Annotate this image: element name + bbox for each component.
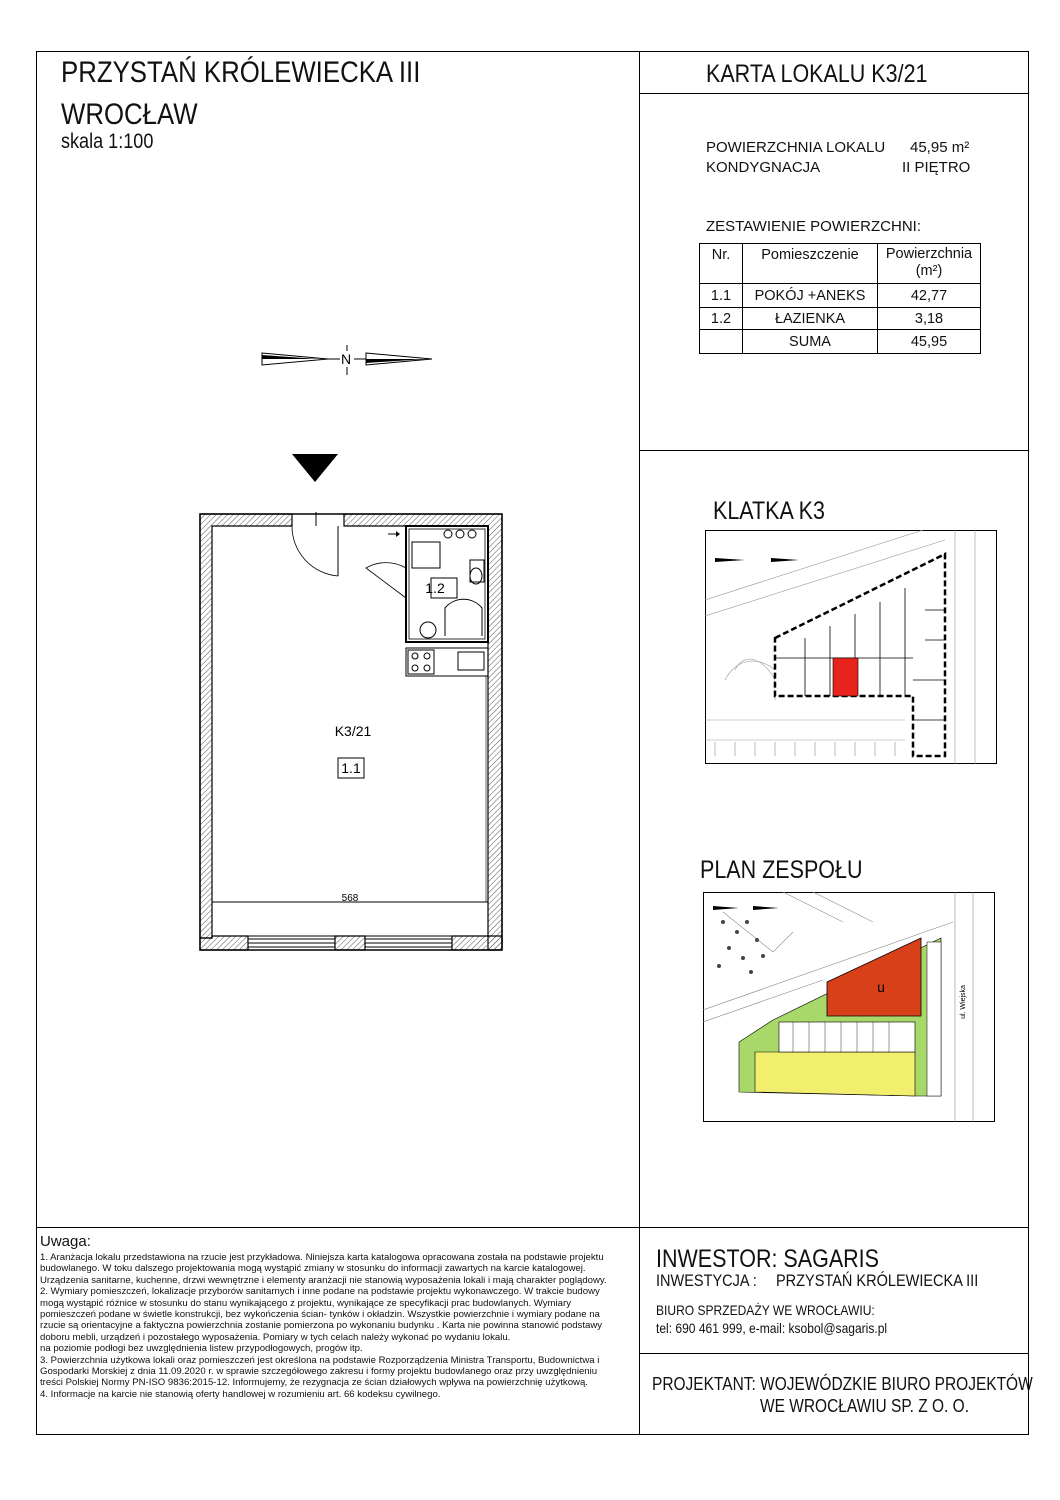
row-area: 42,77 — [878, 284, 981, 308]
total-label: SUMA — [743, 330, 878, 354]
row-room: ŁAZIENKA — [743, 308, 878, 330]
city-name: WROCŁAW — [61, 98, 198, 131]
area-value: 45,95 m² — [910, 139, 970, 156]
note-line: 1. Aranżacja lokalu przedstawiona na rzucie jest przykładowa. Niniejsza karta katalogowa opracowana została na podstawie projektu — [40, 1252, 604, 1263]
room-1-2-label: 1.2 — [425, 580, 445, 596]
zespol-title: PLAN ZESPOŁU — [700, 856, 863, 884]
note-line: 2. Wymiary pomieszczeń, lokalizacje przyborów sanitarnych i inne podane na podstawie projektu wykonawczego. W trakcie budowy — [40, 1286, 600, 1298]
note-line: 4. Informacje na karcie nie stanowią oferty handlowej w rozumieniu art. 66 kodeksu cywilnego. — [40, 1388, 441, 1400]
zespol-plan — [703, 892, 995, 1122]
table-total-row — [700, 330, 981, 354]
designer-line-2: WE WROCŁAWIU SP. Z O. O. — [760, 1396, 970, 1416]
note-line: mogą wystąpić różnice w stosunku do stanu wynikającego z projektu, wynikające ze specyfikacji prac budowlanych. Wymiary — [40, 1297, 572, 1309]
summary-divider — [639, 450, 1028, 451]
row-nr: 1.1 — [700, 284, 743, 308]
klatka-title: KLATKA K3 — [713, 497, 825, 525]
header-area-unit: (m²) — [915, 263, 943, 279]
compass-letter: N — [341, 351, 352, 367]
scale-label: skala 1:100 — [61, 130, 154, 153]
note-line: pomieszczeń podane w świetle konstrukcji, bez wykończenia ścian- tynków i okładzin. Wszystkie powierzchnie i wymiary podane na — [40, 1309, 600, 1321]
unit-label: K3/21 — [334, 723, 372, 739]
note-line: na poziomie podłogi bez uwzględnienia listew przypodłogowych, progów itp. — [40, 1343, 363, 1355]
row-room: POKÓJ +ANEKS — [743, 284, 878, 308]
header-nr: Nr. — [700, 244, 743, 284]
row-area: 3,18 — [878, 308, 981, 330]
notes-body — [40, 1252, 636, 1400]
row-nr: 1.2 — [700, 308, 743, 330]
note-line: treści Polskiej Normy PN-ISO 9836:2015-12. Informujemy, że rezygnacja ze ścian działowych wpływa na powierzchnię użytkową. — [40, 1377, 588, 1389]
project-name: PRZYSTAŃ KRÓLEWIECKA III — [61, 56, 421, 89]
note-line: budowlanego. W toku dalszego projektowania mogą wystąpić zmiany w stosunku do informacji zawartych na karcie katalogowej. — [40, 1263, 586, 1275]
notes-heading: Uwaga: — [40, 1233, 91, 1250]
north-arrow-icon — [258, 345, 436, 375]
dimension-label: 568 — [341, 893, 359, 904]
table-title: ZESTAWIENIE POWIERZCHNI: — [706, 218, 922, 235]
building-label: u — [877, 979, 885, 995]
zespol-yellow-area — [755, 1052, 915, 1096]
footer-divider — [36, 1227, 1028, 1228]
table-row — [700, 308, 981, 330]
area-table — [699, 243, 981, 354]
designer-line-1: PROJEKTANT: WOJEWÓDZKIE BIURO PROJEKTÓW — [652, 1374, 1033, 1394]
room-1-1-label: 1.1 — [341, 760, 361, 776]
header-room: Pomieszczenie — [743, 244, 878, 284]
investment-label: INWESTYCJA : — [656, 1272, 757, 1290]
notes-block — [40, 1233, 636, 1400]
card-title: KARTA LOKALU K3/21 — [706, 60, 928, 88]
designer-divider — [639, 1353, 1028, 1354]
header-divider-right — [639, 93, 1028, 94]
investment-value: PRZYSTAŃ KRÓLEWIECKA III — [776, 1272, 979, 1290]
note-line: Urządzenia sanitarne, kuchenne, drzwi wewnętrzne i elementy aranżacji nie stanowią wyposażenia lokali i mają charakter poglądowy. — [40, 1274, 607, 1286]
floor-plan — [190, 450, 510, 960]
total-area: 45,95 — [878, 330, 981, 354]
area-label: POWIERZCHNIA LOKALU — [706, 139, 886, 156]
entrance-marker-icon — [292, 454, 338, 482]
sales-office-label: BIURO SPRZEDAŻY WE WROCŁAWIU: — [656, 1302, 875, 1318]
note-line: rzucie są orientacyjne a faktyczna powierzchnia zostanie pomierzona po wykonaniu budynku . Karta nie powinna stanowić podstawy — [40, 1320, 603, 1332]
note-line: doboru mebli, urządzeń i pozostałego wyposażenia. Pomiary w tych celach należy wykonać po wydaniu lokalu. — [40, 1331, 511, 1343]
klatka-highlight — [833, 658, 858, 696]
contact-info: tel: 690 461 999, e-mail: ksobol@sagaris.pl — [656, 1320, 888, 1336]
table-row — [700, 284, 981, 308]
street-label: ul. Wiejska — [960, 985, 967, 1019]
note-line: Gospodarki Morskiej z dnia 11.09.2020 r. w sprawie szczegółowego zakresu i formy projektu budowlanego oraz przy uwzględnieniu — [40, 1366, 598, 1378]
header-area — [878, 244, 981, 284]
header-area-label: Powierzchnia — [885, 246, 973, 262]
floor-label: KONDYGNACJA — [706, 159, 821, 176]
note-line: 3. Powierzchnia użytkowa lokali oraz pomieszczeń jest określona na podstawie Rozporządzenia Ministra Transportu, Budownictwa i — [40, 1354, 600, 1366]
floor-value: II PIĘTRO — [902, 159, 971, 176]
klatka-plan — [705, 530, 997, 764]
total-nr — [700, 330, 743, 354]
investor-line: INWESTOR: SAGARIS — [656, 1245, 880, 1273]
